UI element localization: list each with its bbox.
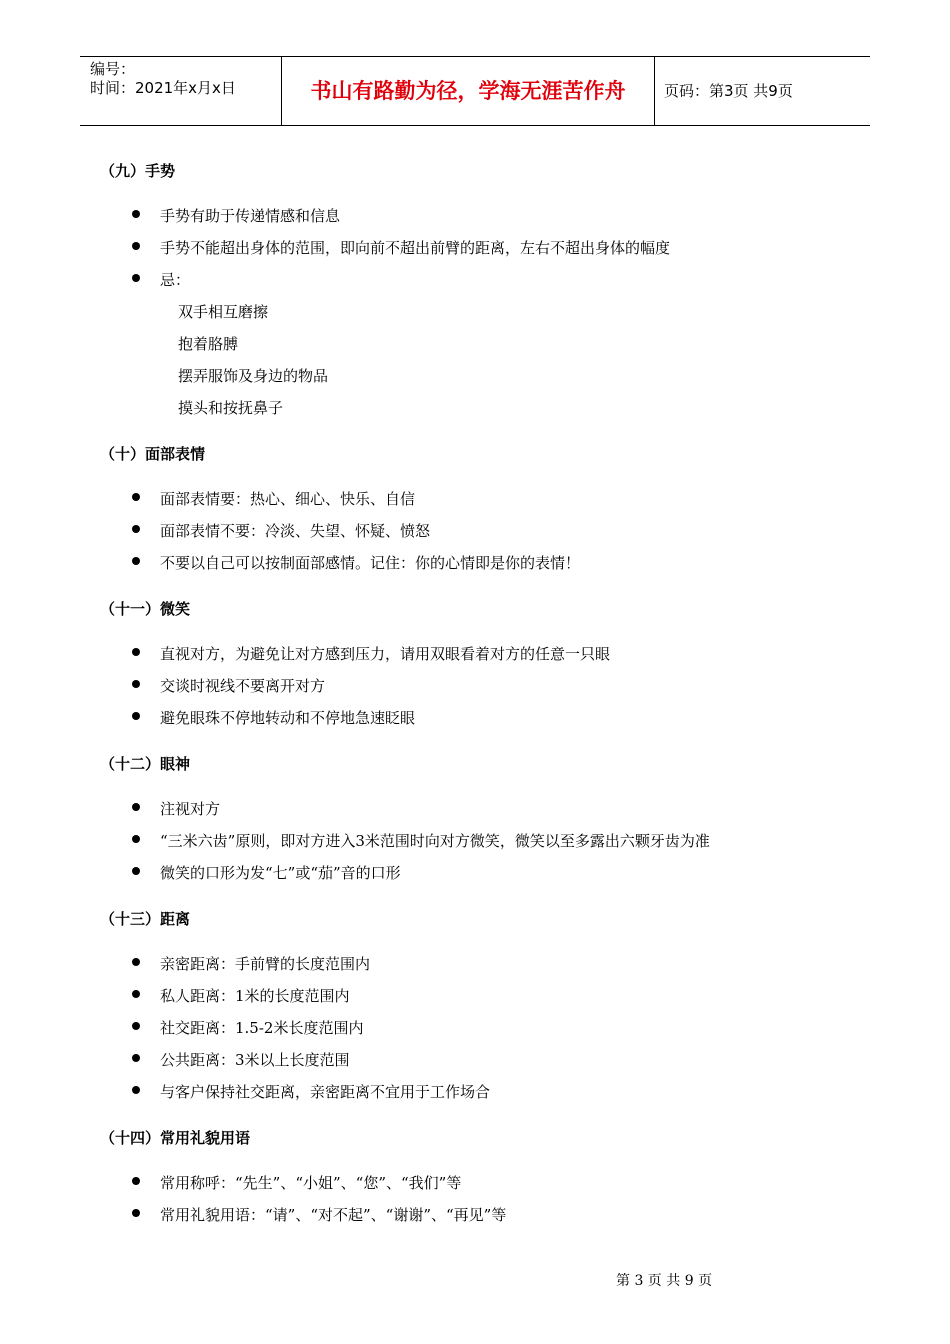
list-item: 常用礼貌用语：“请”、“对不起”、“谢谢”、“再见”等 bbox=[160, 1206, 507, 1224]
sub-item: 摆弄服饰及身边的物品 bbox=[178, 367, 329, 385]
header-divider bbox=[654, 57, 655, 125]
bullet-icon bbox=[132, 242, 140, 250]
sub-item: 摸头和按抚鼻子 bbox=[178, 399, 284, 417]
bullet-icon bbox=[132, 210, 140, 218]
sub-item: 双手相互磨擦 bbox=[178, 303, 269, 321]
bullet-icon bbox=[132, 867, 140, 875]
bullet-icon bbox=[132, 1177, 140, 1185]
list-item: 交谈时视线不要离开对方 bbox=[160, 677, 326, 695]
list-item: 微笑的口形为发“七”或“茄”音的口形 bbox=[160, 864, 401, 882]
bullet-icon bbox=[132, 274, 140, 282]
section-title: （十）面部表情 bbox=[100, 445, 206, 463]
section-title: （十二）眼神 bbox=[100, 755, 191, 773]
page-footer: 第 3 页 共 9 页 bbox=[616, 1273, 713, 1289]
section-title: （九）手势 bbox=[100, 162, 176, 180]
bullet-icon bbox=[132, 1086, 140, 1094]
list-item: 直视对方，为避免让对方感到压力，请用双眼看着对方的任意一只眼 bbox=[160, 645, 611, 663]
section-title: （十三）距离 bbox=[100, 910, 191, 928]
list-item: 手势有助于传递情感和信息 bbox=[160, 207, 341, 225]
list-item: 避免眼珠不停地转动和不停地急速眨眼 bbox=[160, 709, 416, 727]
bullet-icon bbox=[132, 1209, 140, 1217]
bullet-icon bbox=[132, 835, 140, 843]
bullet-icon bbox=[132, 680, 140, 688]
sub-item: 抱着胳膊 bbox=[178, 335, 239, 353]
document-number-label: 编号： bbox=[90, 60, 136, 78]
page-header bbox=[80, 56, 870, 126]
bullet-icon bbox=[132, 712, 140, 720]
bullet-icon bbox=[132, 648, 140, 656]
list-item: 忌： bbox=[160, 271, 191, 289]
list-item: “三米六齿”原则，即对方进入3米范围时向对方微笑，微笑以至多露出六颗牙齿为准 bbox=[160, 832, 710, 850]
header-meta bbox=[90, 60, 236, 98]
list-item: 私人距离：1米的长度范围内 bbox=[160, 987, 350, 1005]
list-item: 不要以自己可以按制面部感情。记住：你的心情即是你的表情！ bbox=[160, 554, 581, 572]
list-item: 面部表情不要：冷淡、失望、怀疑、愤怒 bbox=[160, 522, 431, 540]
list-item: 与客户保持社交距离，亲密距离不宜用于工作场合 bbox=[160, 1083, 491, 1101]
bullet-icon bbox=[132, 493, 140, 501]
list-item: 社交距离：1.5-2米长度范围内 bbox=[160, 1019, 364, 1037]
section-title: （十四）常用礼貌用语 bbox=[100, 1129, 251, 1147]
bullet-icon bbox=[132, 990, 140, 998]
bullet-icon bbox=[132, 958, 140, 966]
list-item: 注视对方 bbox=[160, 800, 221, 818]
bullet-icon bbox=[132, 1022, 140, 1030]
bullet-icon bbox=[132, 525, 140, 533]
list-item: 公共距离：3米以上长度范围 bbox=[160, 1051, 350, 1069]
list-item: 面部表情要：热心、细心、快乐、自信 bbox=[160, 490, 416, 508]
document-time-label: 时间：2021年x月x日 bbox=[90, 79, 236, 97]
bullet-icon bbox=[132, 803, 140, 811]
bullet-icon bbox=[132, 1054, 140, 1062]
list-item: 常用称呼：“先生”、“小姐”、“您”、“我们”等 bbox=[160, 1174, 462, 1192]
bullet-icon bbox=[132, 557, 140, 565]
list-item: 手势不能超出身体的范围，即向前不超出前臂的距离，左右不超出身体的幅度 bbox=[160, 239, 671, 257]
section-title: （十一）微笑 bbox=[100, 600, 191, 618]
header-page-info: 页码：第3页 共9页 bbox=[664, 82, 793, 100]
header-motto: 书山有路勤为径，学海无涯苦作舟 bbox=[310, 79, 626, 103]
list-item: 亲密距离：手前臂的长度范围内 bbox=[160, 955, 371, 973]
